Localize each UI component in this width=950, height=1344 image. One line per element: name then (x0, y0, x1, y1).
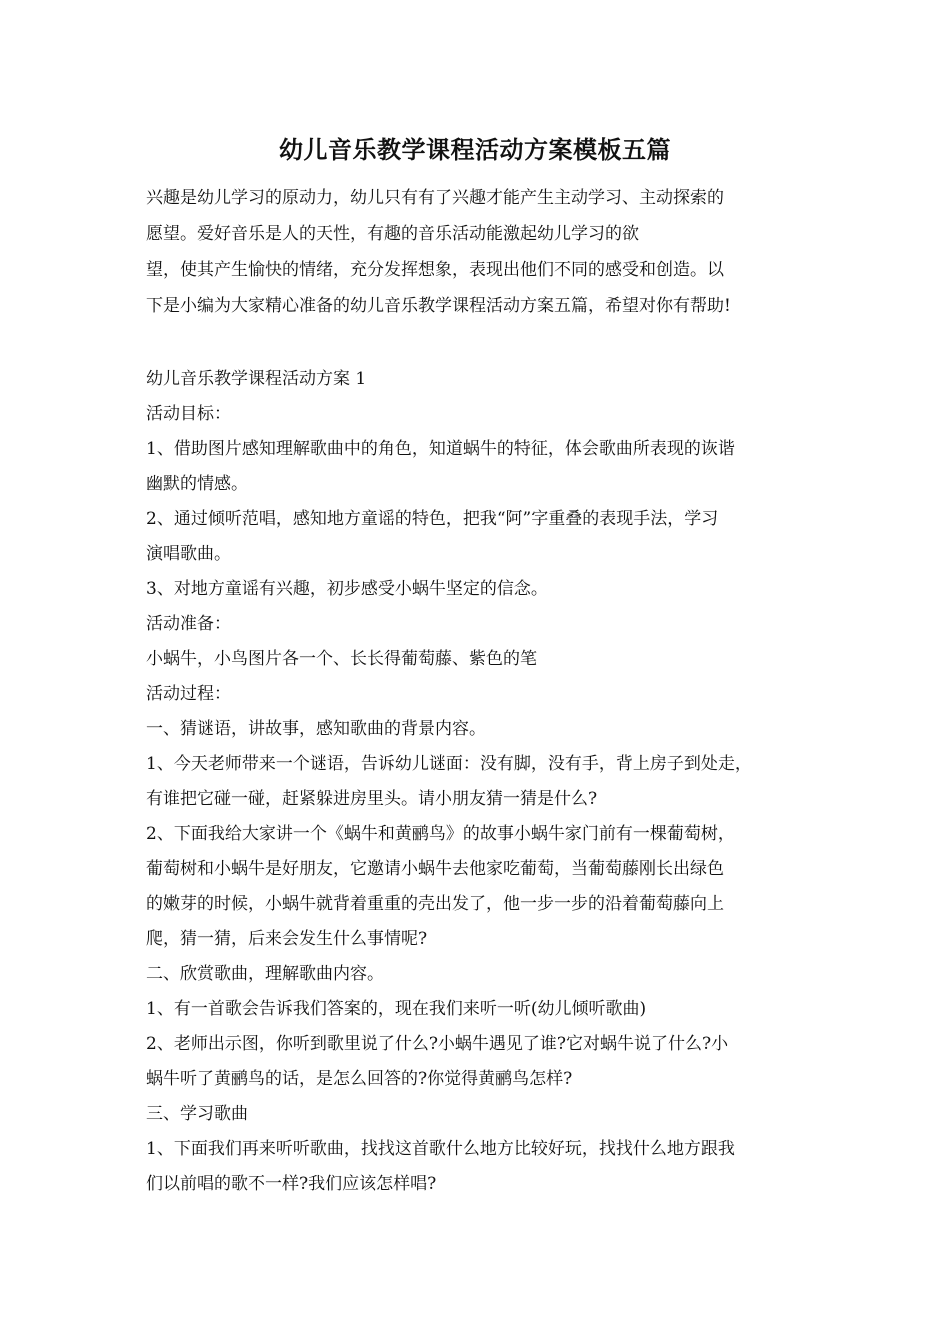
subheading-goals: 活动目标： (146, 404, 231, 424)
text-line: 1、借助图片感知理解歌曲中的角色，知道蜗牛的特征，体会歌曲所表现的诙谐 (146, 439, 735, 459)
text-line: 2、通过倾听范唱，感知地方童谣的特色，把我“阿”字重叠的表现手法，学习 (146, 509, 719, 529)
section-heading: 幼儿音乐教学课程活动方案 1 (146, 369, 367, 389)
intro-line: 愿望。爱好音乐是人的天性，有趣的音乐活动能激起幼儿学习的欲 (146, 224, 639, 244)
text-line: 1、今天老师带来一个谜语，告诉幼儿谜面：没有脚，没有手，背上房子到处走， (146, 754, 752, 774)
text-line: 3、对地方童谣有兴趣，初步感受小蜗牛坚定的信念。 (146, 579, 548, 599)
subheading-process: 活动过程： (146, 684, 231, 704)
text-line: 蜗牛听了黄鹂鸟的话，是怎么回答的?你觉得黄鹂鸟怎样? (146, 1069, 573, 1089)
text-line: 幽默的情感。 (146, 474, 248, 494)
text-line: 葡萄树和小蜗牛是好朋友，它邀请小蜗牛去他家吃葡萄，当葡萄藤刚长出绿色 (146, 859, 724, 879)
text-line: 1、有一首歌会告诉我们答案的，现在我们来听一听(幼儿倾听歌曲) (146, 999, 647, 1019)
text-line: 们以前唱的歌不一样?我们应该怎样唱? (146, 1174, 437, 1194)
text-line: 2、下面我给大家讲一个《蜗牛和黄鹂鸟》的故事小蜗牛家门前有一棵葡萄树， (146, 824, 735, 844)
body-text (146, 362, 826, 1202)
text-line: 爬，猜一猜，后来会发生什么事情呢? (146, 929, 428, 949)
text-line: 2、老师出示图，你听到歌里说了什么?小蜗牛遇见了谁?它对蜗牛说了什么?小 (146, 1034, 729, 1054)
intro-line: 望，使其产生愉快的情绪，充分发挥想象，表现出他们不同的感受和创造。以 (146, 260, 724, 280)
text-line: 有谁把它碰一碰，赶紧躲进房里头。请小朋友猜一猜是什么? (146, 789, 598, 809)
text-line: 三、学习歌曲 (146, 1104, 248, 1124)
text-line: 1、下面我们再来听听歌曲，找找这首歌什么地方比较好玩，找找什么地方跟我 (146, 1139, 735, 1159)
text-line: 一、猜谜语，讲故事，感知歌曲的背景内容。 (146, 719, 486, 739)
text-line: 的嫩芽的时候，小蜗牛就背着重重的壳出发了，他一步一步的沿着葡萄藤向上 (146, 894, 724, 914)
text-line: 演唱歌曲。 (146, 544, 231, 564)
document-title: 幼儿音乐教学课程活动方案模板五篇 (279, 135, 671, 164)
text-line: 二、欣赏歌曲，理解歌曲内容。 (146, 964, 384, 984)
subheading-preparation: 活动准备： (146, 614, 231, 634)
intro-line: 下是小编为大家精心准备的幼儿音乐教学课程活动方案五篇，希望对你有帮助! (146, 296, 731, 316)
intro-line: 兴趣是幼儿学习的原动力，幼儿只有有了兴趣才能产生主动学习、主动探索的 (146, 188, 724, 208)
intro-paragraph (146, 180, 806, 324)
text-line: 小蜗牛，小鸟图片各一个、长长得葡萄藤、紫色的笔 (146, 649, 537, 669)
